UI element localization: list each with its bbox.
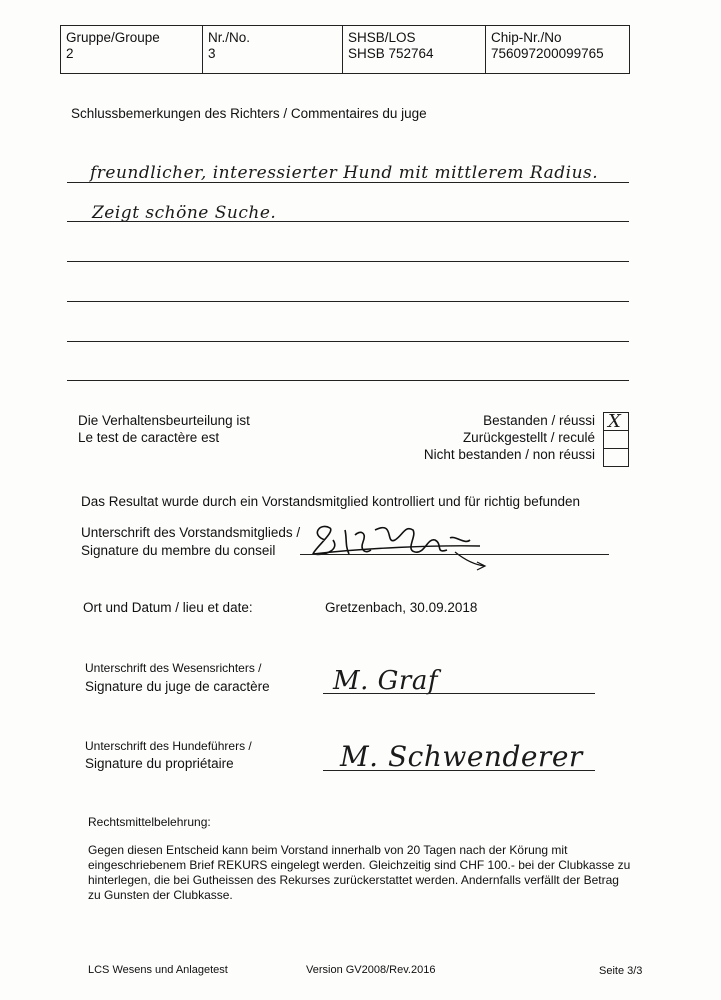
judge-signature-label-de: Unterschrift des Wesensrichters /	[85, 661, 262, 675]
board-signature-label-fr: Signature du membre du conseil	[81, 543, 276, 558]
nr-cell	[203, 26, 343, 73]
shsb-value: SHSB 752764	[348, 46, 434, 61]
header-table	[60, 25, 630, 74]
checkbox-passed-mark: X	[608, 411, 622, 432]
group-value: 2	[66, 46, 74, 61]
result-statement: Das Resultat wurde durch ein Vorstandsmitglied kontrolliert und für richtig befunden	[81, 494, 581, 509]
owner-signature-label-fr: Signature du propriétaire	[85, 756, 234, 771]
footer-right: Seite 3/3	[599, 965, 643, 977]
checkbox-deferred[interactable]	[603, 430, 629, 449]
legal-line-4: zu Gunsten der Clubkasse.	[88, 888, 233, 902]
board-signature-line	[300, 554, 609, 555]
place-date-label: Ort und Datum / lieu et date:	[83, 600, 253, 615]
board-signature-label-de: Unterschrift des Vorstandsmitglieds /	[81, 525, 301, 540]
nr-value: 3	[208, 46, 216, 61]
option-passed-label: Bestanden / réussi	[483, 413, 595, 428]
checkbox-failed[interactable]	[603, 448, 629, 467]
chip-cell	[486, 26, 629, 73]
remarks-line-5	[67, 341, 629, 342]
group-label: Gruppe/Groupe	[66, 30, 160, 45]
place-date-value: Gretzenbach, 30.09.2018	[325, 600, 478, 615]
owner-signature-image: M. Schwenderer	[340, 740, 583, 773]
footer-left: LCS Wesens und Anlagetest	[88, 964, 228, 976]
option-failed-label: Nicht bestanden / non réussi	[423, 447, 595, 462]
remarks-title: Schlussbemerkungen des Richters / Commentaires du juge	[71, 106, 427, 121]
legal-line-1: Gegen diesen Entscheid kann beim Vorstand innerhalb von 20 Tagen nach der Körung mit	[88, 843, 568, 857]
legal-title: Rechtsmittelbelehrung:	[88, 815, 211, 829]
group-cell	[61, 26, 203, 73]
remarks-line-4	[67, 301, 629, 302]
assessment-label-de: Die Verhaltensbeurteilung ist	[78, 413, 250, 428]
option-deferred-label: Zurückgestellt / reculé	[462, 430, 595, 445]
checkbox-passed[interactable]	[603, 412, 629, 431]
remarks-line-1	[67, 182, 629, 183]
remarks-line-2	[67, 221, 629, 222]
owner-signature-line	[323, 770, 595, 771]
legal-line-3: hinterlegen, die bei Gutheissen des Rekurses zurückerstattet werden. Andernfalls verfällt der Betrag	[88, 873, 619, 887]
shsb-label: SHSB/LOS	[348, 30, 416, 45]
judge-signature-label-fr: Signature du juge de caractère	[85, 679, 270, 694]
assessment-label-fr: Le test de caractère est	[78, 430, 220, 445]
chip-value: 756097200099765	[491, 46, 604, 61]
owner-signature-label-de: Unterschrift des Hundeführers /	[85, 739, 252, 753]
footer-center: Version GV2008/Rev.2016	[306, 964, 436, 976]
remarks-line-2-text: Zeigt schöne Suche.	[92, 203, 277, 223]
remarks-line-6	[67, 380, 629, 381]
remarks-line-1-text: freundlicher, interessierter Hund mit mittlerem Radius.	[90, 163, 599, 183]
board-signature-image	[305, 510, 605, 580]
legal-line-2: eingeschriebenem Brief REKURS eingelegt werden. Gleichzeitig sind CHF 100.- bei der Clubkasse zu	[88, 858, 631, 872]
judge-signature-image: M. Graf	[333, 666, 438, 696]
judge-signature-line	[323, 693, 595, 694]
nr-label: Nr./No.	[208, 30, 251, 45]
remarks-line-3	[67, 261, 629, 262]
chip-label: Chip-Nr./No	[491, 30, 562, 45]
shsb-cell	[343, 26, 486, 73]
